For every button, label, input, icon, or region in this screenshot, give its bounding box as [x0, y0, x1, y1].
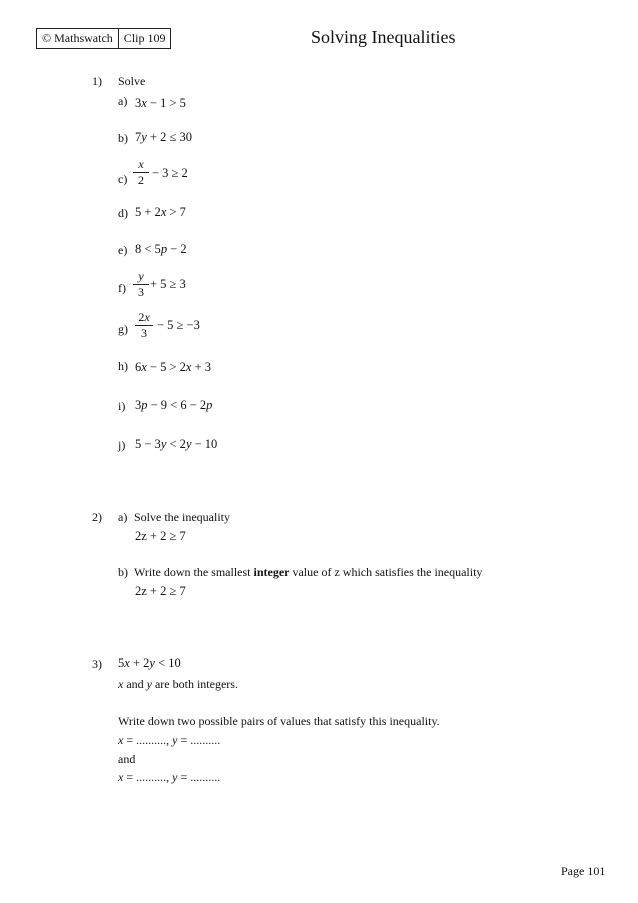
- copyright-label: © Mathswatch: [42, 31, 113, 45]
- clip-label: Clip 109: [118, 29, 171, 48]
- q3-answer-line-1: x = .........., y = ..........: [118, 733, 221, 747]
- q2b-inequality: 2z + 2 ≥ 7: [135, 584, 186, 598]
- q1c-fraction: $\frac{x}{2}$: [133, 158, 149, 187]
- q1f-fraction: $\frac{y}{3}$: [133, 270, 149, 299]
- q1a-expression: 3x − 1 > 5: [135, 96, 186, 110]
- header-box: [36, 28, 171, 49]
- q1e-label: e): [118, 243, 128, 257]
- q1-number: 1): [92, 74, 102, 88]
- q1a-label: a): [118, 94, 128, 108]
- q1i-label: i): [118, 399, 126, 413]
- q1d-label: d): [118, 206, 128, 220]
- q1h-expression: 6x − 5 > 2x + 3: [135, 360, 212, 374]
- q1f-expression: + 5 ≥ 3: [150, 277, 186, 291]
- q2-number: 2): [92, 510, 102, 524]
- q1b-label: b): [118, 131, 128, 145]
- q1j-expression: 5 − 3y < 2y − 10: [135, 437, 218, 451]
- q1-instruction: Solve: [118, 74, 146, 88]
- q2a-label: a): [118, 510, 128, 524]
- q1b-expression: 7y + 2 ≤ 30: [135, 130, 192, 144]
- q3-number: 3): [92, 657, 102, 671]
- q1c-label: c): [118, 172, 128, 186]
- q1f-label: f): [118, 281, 126, 295]
- q1e-expression: 8 < 5p − 2: [135, 242, 187, 256]
- q1g-label: g): [118, 322, 128, 336]
- q1d-expression: 5 + 2x > 7: [135, 205, 186, 219]
- q3-inequality: 5x + 2y < 10: [118, 656, 181, 670]
- q2b-label: b): [118, 565, 128, 579]
- q3-answer-line-2: x = .........., y = ..........: [118, 770, 221, 784]
- q2a-text: Solve the inequality: [134, 510, 230, 524]
- q1j-label: j): [118, 438, 126, 452]
- q1c-expression: − 3 ≥ 2: [152, 166, 188, 180]
- q1h-label: h): [118, 359, 128, 373]
- page-title: Solving Inequalities: [311, 27, 456, 47]
- page-number: Page 101: [561, 864, 606, 878]
- q2b-text: Write down the smallest integer value of z which satisfies the inequality: [134, 565, 483, 579]
- q3-instruction: Write down two possible pairs of values that satisfy this inequality.: [118, 714, 440, 728]
- q3-and: and: [118, 752, 136, 766]
- q1i-expression: 3p − 9 < 6 − 2p: [135, 398, 213, 412]
- q3-condition: x and y are both integers.: [118, 677, 238, 691]
- q1g-fraction: $\frac{2x}{3}$: [135, 311, 153, 340]
- q2a-inequality: 2z + 2 ≥ 7: [135, 529, 186, 543]
- q1g-expression: − 5 ≥ −3: [157, 318, 200, 332]
